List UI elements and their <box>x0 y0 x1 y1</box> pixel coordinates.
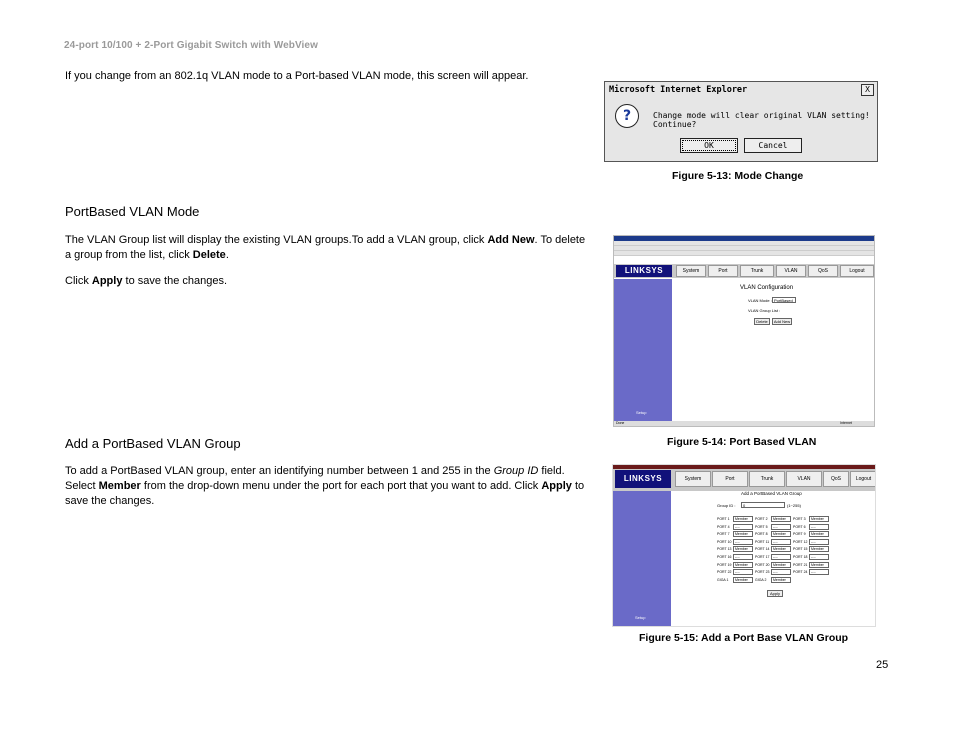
port-label: PORT 14 <box>755 547 770 552</box>
port-membership-select[interactable]: Member <box>771 577 791 583</box>
group-id-label: Group ID : <box>717 503 736 508</box>
port-label: PORT 18 <box>793 555 808 559</box>
section-heading-add-group: Add a PortBased VLAN Group <box>65 436 241 451</box>
port-label: PORT 15 <box>793 547 808 552</box>
group-id-range: (1~255) <box>787 503 801 508</box>
text-run: . To delete a group from the list, click <box>65 234 586 261</box>
port-label: GIGA 1 <box>717 577 729 582</box>
port-label: PORT 11 <box>755 539 770 544</box>
port-membership-select[interactable]: ---- <box>809 524 829 530</box>
text-run-bold: Add New <box>487 234 535 246</box>
port-membership-select[interactable]: ---- <box>809 539 829 545</box>
text-run: The VLAN Group list will display the existing VLAN groups.To add a VLAN group, click <box>65 234 488 246</box>
tab-vlan[interactable]: VLAN <box>776 265 806 277</box>
text-run: Click <box>65 275 92 287</box>
tab-vlan[interactable]: VLAN <box>786 471 822 487</box>
port-membership-select[interactable]: Member <box>809 531 829 537</box>
port-label: PORT 8 <box>755 532 768 537</box>
port-membership-select[interactable]: Member <box>771 516 791 522</box>
port-membership-select[interactable]: Member <box>771 531 791 537</box>
port-label: PORT 3 <box>793 517 806 521</box>
delete-button[interactable]: Delete <box>754 318 770 325</box>
figure-14-caption: Figure 5-14: Port Based VLAN <box>667 436 817 448</box>
port-membership-select[interactable]: Member <box>809 516 829 522</box>
status-bar <box>614 421 874 426</box>
question-icon: ? <box>615 104 639 128</box>
text-run: . <box>225 249 229 261</box>
port-membership-select[interactable]: ---- <box>733 554 753 560</box>
port-label: PORT 22 <box>717 570 732 575</box>
port-label: PORT 21 <box>793 562 808 567</box>
port-membership-select[interactable]: ---- <box>771 569 791 575</box>
port-label: GIGA 2 <box>755 577 767 582</box>
apply-button[interactable]: Apply <box>767 590 783 597</box>
intro-paragraph: If you change from an 802.1q VLAN mode to a Port-based VLAN mode, this screen will appear. <box>65 70 529 82</box>
running-head: 24-port 10/100 + 2-Port Gigabit Switch with WebView <box>64 40 318 51</box>
tab-system[interactable]: System <box>675 471 711 487</box>
close-icon[interactable]: X <box>861 84 874 96</box>
mode-change-dialog <box>604 81 878 162</box>
port-membership-select[interactable]: Member <box>771 546 791 552</box>
apply-paragraph <box>65 274 227 289</box>
port-membership-select[interactable]: ---- <box>771 539 791 545</box>
portbased-paragraph <box>65 233 590 263</box>
port-label: PORT 23 <box>755 570 770 575</box>
port-membership-select[interactable]: Member <box>733 531 753 537</box>
nav-bar <box>614 264 874 278</box>
vlan-mode-label: VLAN Mode : <box>748 298 772 303</box>
add-vlan-group-screenshot <box>612 464 876 627</box>
page-number: 25 <box>876 659 889 671</box>
ok-button[interactable]: OK <box>680 138 738 153</box>
text-run-bold: Delete <box>192 249 226 261</box>
port-label: PORT 9 <box>793 532 806 537</box>
tab-qos[interactable]: QoS <box>808 265 838 277</box>
text-run: from the drop-down menu under the port for each port that you want to add. Click <box>140 480 542 492</box>
sidebar <box>613 491 671 627</box>
port-label: PORT 5 <box>755 524 768 529</box>
dialog-title: Microsoft Internet Explorer <box>609 85 748 95</box>
port-membership-select[interactable]: Member <box>733 516 753 522</box>
port-membership-select[interactable]: ---- <box>809 569 829 575</box>
browser-address-bar <box>614 251 874 256</box>
tab-logout[interactable]: Logout <box>850 471 876 487</box>
port-membership-select[interactable]: Member <box>733 562 753 568</box>
port-membership-select[interactable]: Member <box>771 562 791 568</box>
port-label: PORT 24 <box>793 570 808 575</box>
port-membership-select[interactable]: Member <box>809 562 829 568</box>
port-membership-select[interactable]: ---- <box>733 524 753 530</box>
port-label: PORT 19 <box>717 562 732 567</box>
dialog-message: Change mode will clear original VLAN setting! Continue? <box>653 111 870 129</box>
status-text: Done <box>616 421 625 425</box>
port-label: PORT 20 <box>755 562 770 567</box>
tab-logout[interactable]: Logout <box>840 265 874 277</box>
text-run: field. Select <box>65 465 565 492</box>
nav-bar <box>613 465 875 491</box>
text-run: to save the changes. <box>122 275 228 287</box>
text-run-bold: Member <box>98 480 141 492</box>
port-label: PORT 17 <box>755 555 770 559</box>
port-label: PORT 10 <box>717 539 732 544</box>
text-run-bold: Apply <box>91 275 123 287</box>
linksys-logo: LINKSYS <box>615 470 671 488</box>
status-zone: Internet <box>840 421 852 425</box>
vlan-config-title: VLAN Configuration <box>740 285 794 291</box>
port-membership-select[interactable]: ---- <box>733 569 753 575</box>
cancel-button[interactable]: Cancel <box>744 138 802 153</box>
vlan-group-list-label: VLAN Group List : <box>748 308 781 313</box>
text-run-italic: Group ID <box>493 465 539 477</box>
sidebar <box>614 279 672 422</box>
port-label: PORT 2 <box>755 517 768 521</box>
sidebar-label: Setup <box>636 410 647 415</box>
sidebar-label: Setup <box>635 615 646 620</box>
text-run: To add a PortBased VLAN group, enter an identifying number between 1 and 255 in the <box>65 465 494 477</box>
text-run: to save the changes. <box>65 480 585 507</box>
tab-qos[interactable]: QoS <box>823 471 849 487</box>
figure-15-caption: Figure 5-15: Add a Port Base VLAN Group <box>639 632 849 644</box>
group-id-input[interactable]: 0 <box>741 502 785 508</box>
section-heading-portbased: PortBased VLAN Mode <box>65 204 200 219</box>
port-based-vlan-screenshot <box>613 235 875 427</box>
tab-trunk[interactable]: Trunk <box>740 265 774 277</box>
port-label: PORT 16 <box>717 555 732 559</box>
port-membership-select[interactable]: Member <box>733 546 753 552</box>
nav-top-stripe <box>613 465 876 469</box>
port-membership-select[interactable]: Member <box>733 577 753 583</box>
port-label: PORT 7 <box>717 532 730 537</box>
port-label: PORT 6 <box>793 524 806 529</box>
port-label: PORT 1 <box>717 517 730 521</box>
port-membership-select[interactable]: ---- <box>771 554 791 560</box>
linksys-logo: LINKSYS <box>616 265 672 277</box>
tab-port[interactable]: Port <box>712 471 748 487</box>
vlan-mode-select[interactable]: PortBased <box>772 297 796 303</box>
port-membership-select[interactable]: ---- <box>809 554 829 560</box>
port-membership-select[interactable]: Member <box>809 546 829 552</box>
tab-port[interactable]: Port <box>708 265 738 277</box>
tab-trunk[interactable]: Trunk <box>749 471 785 487</box>
port-label: PORT 13 <box>717 547 732 552</box>
port-membership-select[interactable]: ---- <box>771 524 791 530</box>
tab-system[interactable]: System <box>676 265 706 277</box>
port-label: PORT 12 <box>793 539 808 544</box>
port-label: PORT 4 <box>717 524 730 529</box>
text-run-bold: Apply <box>541 480 572 492</box>
add-group-paragraph <box>65 464 585 509</box>
figure-13-caption: Figure 5-13: Mode Change <box>672 170 804 182</box>
port-membership-select[interactable]: ---- <box>733 539 753 545</box>
add-new-button[interactable]: Add New <box>773 319 791 324</box>
add-group-title: Add a PortBased VLAN Group <box>741 491 802 496</box>
